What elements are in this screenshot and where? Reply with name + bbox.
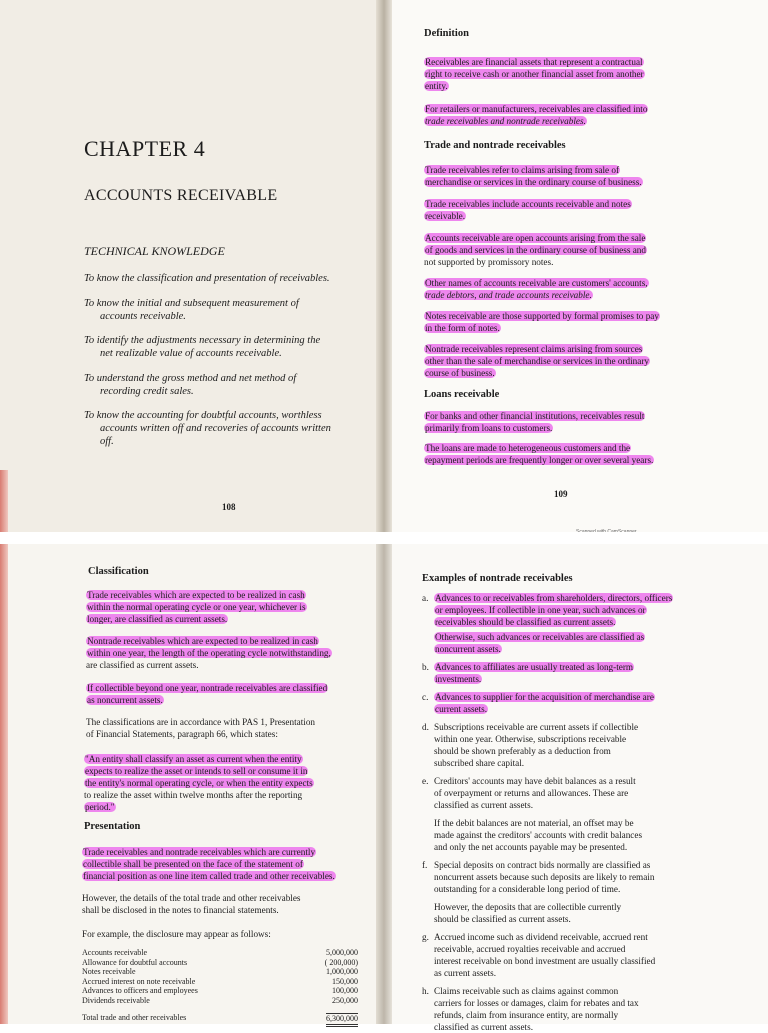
table-row: Accrued interest on note receivable 150,000	[82, 976, 358, 986]
objective-3-line-1: To identify the adjustments necessary in determining the	[84, 335, 321, 346]
definition-heading: Definition	[424, 28, 469, 39]
loans-receivable-heading: Loans receivable	[424, 389, 500, 400]
examples-list	[422, 592, 738, 1033]
other-names-line-2: trade debtors, and trade accounts receivable.	[425, 290, 592, 300]
classification-2-line-1: Nontrade receivables which are expected to be realized in cash	[87, 636, 318, 646]
list-item: c. Advances to supplier for the acquisition of merchandise are current assets.	[422, 692, 654, 714]
classification-1-line-2: within the normal operating cycle or one year, whichever is	[87, 602, 306, 612]
nontrade-line-2: other than the sale of merchandise or services in the ordinary	[425, 356, 649, 366]
objective-4-line-1: To understand the gross method and net method of	[84, 373, 297, 384]
presentation-line-2: collectible shall be presented on the face of the statement of	[83, 859, 303, 869]
presentation-heading: Presentation	[84, 821, 141, 832]
however-line-1: However, the details of the total trade and other receivables	[82, 893, 301, 903]
page-number-108: 108	[222, 502, 236, 512]
list-item: However, the deposits that are collectible currently should be classified as current assets.	[434, 902, 622, 924]
page-111	[384, 544, 768, 1032]
page-110	[0, 544, 384, 1024]
definition-line-2: right to receive cash or another financial asset from another	[425, 69, 644, 79]
trade-include-line-1: Trade receivables include accounts receivable and notes	[425, 199, 631, 209]
definition-line-1: Receivables are financial assets that represent a contractual	[425, 57, 643, 67]
trade-receivables-line-2: merchandise or services in the ordinary course of business.	[425, 177, 642, 187]
accounts-receivable-line-2: of goods and services in the ordinary course of business and	[425, 245, 646, 255]
notes-receivable-line-2: in the form of notes.	[425, 323, 500, 333]
scan-separator	[0, 532, 768, 544]
book-gutter-bottom	[376, 544, 392, 1024]
classification-2-line-3: are classified as current assets.	[86, 660, 199, 670]
examples-heading: Examples of nontrade receivables	[422, 573, 573, 584]
list-item: h. Claims receivable such as claims against common carriers for losses or damages, claim for rebates and tax refunds, claim from insurance entity, are normally classified as current assets.	[422, 986, 639, 1032]
table-row: Dividends receivable 250,000	[82, 995, 358, 1005]
other-names-line-1: Other names of accounts receivable are customers' accounts,	[425, 278, 648, 288]
table-row: Allowance for doubtful accounts ( 200,000)	[82, 957, 358, 967]
book-gutter-top	[376, 0, 392, 532]
accounts-receivable-line-3: not supported by promissory notes.	[424, 257, 554, 267]
list-item: b. Advances to affiliates are usually treated as long-term investments.	[422, 662, 634, 684]
classification-2-line-2: within one year, the length of the operating cycle notwithstanding,	[87, 648, 331, 658]
objective-4-line-2: recording credit sales.	[100, 386, 194, 397]
page-number-109: 109	[554, 489, 568, 499]
notes-receivable-line-1: Notes receivable are those supported by formal promises to pay	[425, 311, 659, 321]
list-item: f. Special deposits on contract bids normally are classified as noncurrent assets because such deposits are likely to remain outstanding for a considerable long period of time.	[422, 860, 655, 894]
trade-include-line-2: receivable.	[425, 211, 466, 221]
nontrade-line-3: course of business.	[425, 368, 495, 378]
classification-1-line-3: longer, are classified as current assets.	[87, 614, 228, 624]
objective-5-line-3: off.	[100, 436, 114, 447]
pas-line-1: The classifications are in accordance with PAS 1, Presentation	[86, 717, 316, 727]
quote-line-2: expects to realize the asset or intends to sell or consume it in	[85, 766, 308, 776]
table-total-row: Total trade and other receivables 6,300,000	[82, 1013, 366, 1027]
loans-made-line-2: repayment periods are frequently longer or over several years.	[425, 455, 654, 465]
classification-3-line-1: If collectible beyond one year, nontrade receivables are classified	[87, 683, 328, 693]
loans-line-2: primarily from loans to customers.	[425, 423, 553, 433]
list-item: d. Subscriptions receivable are current assets if collectible within one year. Otherwise, subscriptions receivable should be shown preferably as a deduction from subscribed share capital.	[422, 722, 639, 768]
objective-5-line-1: To know the accounting for doubtful accounts, worthless	[84, 410, 322, 421]
page-108	[0, 0, 384, 532]
retailers-line-1: For retailers or manufacturers, receivables are classified into	[425, 104, 648, 114]
definition-line-3: entity.	[425, 81, 448, 91]
accounts-receivable-line-1: Accounts receivable are open accounts arising from the sale	[425, 233, 646, 243]
page-109	[384, 0, 768, 532]
however-line-2: shall be disclosed in the notes to financial statements.	[82, 905, 279, 915]
list-item: If the debit balances are not material, an offset may be made against the creditors' accounts with credit balances and only the net accounts payable may be presented.	[434, 818, 643, 852]
pas-line-2: of Financial Statements, paragraph 66, which states:	[86, 729, 278, 739]
quote-line-1: "An entity shall classify an asset as current when the entity	[85, 754, 302, 764]
disclosure-table	[82, 948, 366, 1027]
classification-3-line-2: as noncurrent assets.	[87, 695, 163, 705]
page-edge-bottom	[0, 544, 8, 1024]
table-row: Advances to officers and employees 100,000	[82, 986, 358, 995]
for-example: For example, the disclosure may appear as follows:	[82, 929, 271, 939]
list-item: g. Accrued income such as dividend receivable, accrued rent receivable, accrued royalties receivable and accrued interest receivable on bond investment are usually classified as current assets.	[422, 932, 656, 978]
loans-made-line-1: The loans are made to heterogeneous customers and the	[425, 443, 631, 453]
objective-2-line-2: accounts receivable.	[100, 311, 186, 322]
quote-line-4: to realize the asset within twelve months after the reporting	[84, 790, 303, 800]
objective-3-line-2: net realizable value of accounts receivable.	[100, 348, 282, 359]
chapter-title: ACCOUNTS RECEIVABLE	[84, 187, 278, 204]
table-row: Notes receivable 1,000,000	[82, 967, 358, 976]
quote-line-5: period."	[85, 802, 115, 812]
classification-1-line-1: Trade receivables which are expected to be realized in cash	[87, 590, 305, 600]
quote-line-3: the entity's normal operating cycle, or when the entity expects	[85, 778, 313, 788]
list-item: Otherwise, such advances or receivables are classified as noncurrent assets.	[435, 632, 645, 654]
trade-receivables-line-1: Trade receivables refer to claims arising from sale of	[425, 165, 620, 175]
classification-heading: Classification	[88, 566, 149, 577]
page-edge-top	[0, 470, 8, 532]
table-row: Accounts receivable 5,000,000	[82, 948, 358, 957]
nontrade-line-1: Nontrade receivables represent claims arising from sources	[425, 344, 643, 354]
presentation-line-3: financial position as one line item called trade and other receivables.	[83, 871, 335, 881]
loans-line-1: For banks and other financial institutions, receivables result	[425, 411, 645, 421]
presentation-line-1: Trade receivables and nontrade receivables which are currently	[83, 847, 316, 857]
trade-nontrade-heading: Trade and nontrade receivables	[424, 140, 566, 151]
list-item: a. Advances to or receivables from shareholders, directors, officers or employees. If collectible in one year, such advances or receivables should be classified as current assets.	[422, 593, 673, 627]
chapter-number: CHAPTER 4	[84, 136, 206, 161]
objective-2-line-1: To know the initial and subsequent measurement of	[84, 298, 299, 309]
retailers-line-2: trade receivables and nontrade receivables.	[425, 116, 586, 126]
list-item: e. Creditors' accounts may have debit balances as a result of overpayment or returns and allowances. These are classified as current assets.	[422, 776, 636, 810]
technical-knowledge-heading: TECHNICAL KNOWLEDGE	[84, 244, 225, 258]
objective-1: To know the classification and presentation of receivables.	[84, 273, 330, 284]
objective-5-line-2: accounts written off and recoveries of accounts written	[100, 423, 331, 434]
